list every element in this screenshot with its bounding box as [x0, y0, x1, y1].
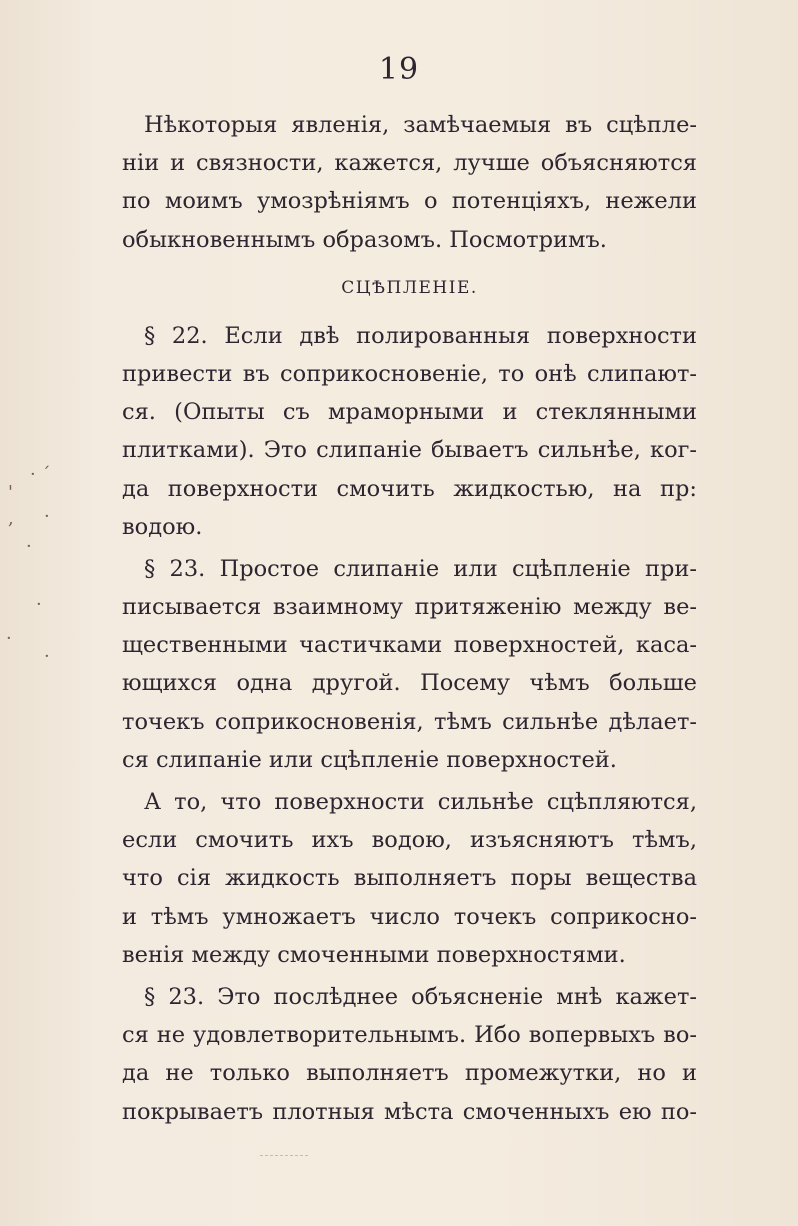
text-line: по моимъ умозрѣніямъ о потенціяхъ, нежели: [122, 188, 697, 215]
text-line: ся. (Опыты съ мраморными и стеклянными: [122, 399, 697, 426]
body-text: [122, 106, 697, 1131]
text-line: покрываетъ плотныя мѣста смоченныхъ ею по-: [122, 1098, 697, 1125]
text-line: водою.: [122, 513, 203, 540]
margin-mark: ·: [6, 628, 12, 649]
footer-rule: [260, 1155, 308, 1156]
text-line: и тѣмъ умножаетъ число точекъ соприкосно-: [122, 903, 697, 930]
text-line: да не только выполняетъ промежутки, но и: [122, 1060, 697, 1087]
text-line: § 22. Если двѣ полированныя поверхности: [144, 322, 697, 349]
margin-mark: · ˊ: [30, 464, 51, 485]
text-line: обыкновеннымъ образомъ. Посмотримъ.: [122, 226, 607, 253]
page-number: 19: [378, 52, 420, 87]
margin-mark: ·: [36, 594, 42, 615]
margin-mark: ·: [44, 506, 50, 527]
text-line: ся не удовлетворительнымъ. Ибо вопервыхъ во-: [122, 1022, 697, 1049]
margin-mark: ·: [44, 646, 50, 667]
section-heading: СЦѢПЛЕНІЕ.: [341, 277, 478, 298]
text-line: да поверхности смочить жидкостью, на пр:: [122, 475, 697, 502]
margin-mark: ': [8, 482, 13, 503]
text-line: Нѣкоторыя явленія, замѣчаемыя въ сцѣпле-: [144, 112, 697, 138]
text-line: ся слипаніе или сцѣпленіе поверхностей.: [122, 746, 617, 773]
text-line: А то, что поверхности сильнѣе сцѣпляются,: [144, 789, 697, 815]
text-line: писывается взаимному притяженію между ве-: [122, 594, 697, 621]
text-line: если смочить ихъ водою, изъясняютъ тѣмъ,: [122, 827, 697, 854]
text-line: плитками). Это слипаніе бываетъ сильнѣе, ког-: [122, 437, 697, 464]
margin-mark: ·: [26, 536, 32, 557]
text-line: что сія жидкость выполняетъ поры вещества: [122, 865, 697, 892]
text-line: привести въ соприкосновеніе, то онѣ слипают-: [122, 360, 697, 387]
text-line: § 23. Простое слипаніе или сцѣпленіе при-: [144, 555, 697, 582]
text-line: § 23. Это послѣднее объясненіе мнѣ кажет-: [144, 983, 697, 1010]
text-line: венія между смоченными поверхностями.: [122, 941, 626, 968]
text-line: ніи и связности, кажется, лучше объясняются: [122, 150, 697, 177]
text-line: точекъ соприкосновенія, тѣмъ сильнѣе дѣлает-: [122, 708, 697, 735]
margin-mark: ,: [8, 508, 14, 529]
text-line: щественными частичками поверхностей, каса-: [122, 632, 697, 659]
text-line: ющихся одна другой. Посему чѣмъ больше: [122, 670, 697, 697]
